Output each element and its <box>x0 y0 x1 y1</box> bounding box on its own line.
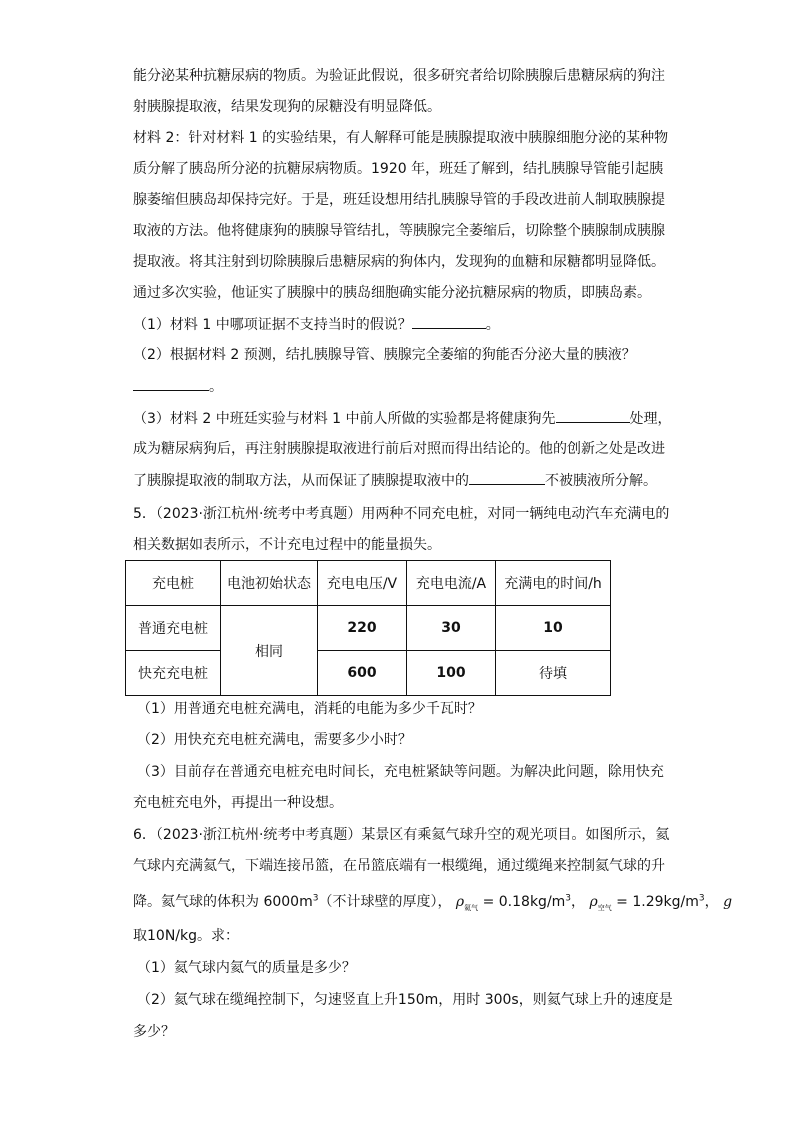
answer-blank[interactable] <box>412 314 486 329</box>
q4-part-2: （2）根据材料 2 预测，结扎胰腺导管、胰腺完全萎缩的狗能否分泌大量的胰液？ <box>133 347 636 363</box>
table-cell: 600 <box>318 651 407 696</box>
q5-part-2: （2）用快充充电桩充满电，需要多少小时？ <box>137 732 412 748</box>
q6-part-1: （1）氦气球内氦气的质量是多少？ <box>137 960 356 976</box>
text-line: 多少？ <box>133 1024 175 1040</box>
table-row <box>126 651 611 696</box>
text-line: 腺萎缩但胰岛却保持完好。于是，班廷设想用结扎胰腺导管的手段改进前人制取胰腺提 <box>133 192 665 208</box>
q5-part-3: （3）目前存在普通充电桩充电时间长，充电桩紧缺等问题。为解决此问题，除用快充 <box>137 764 664 780</box>
table-header-row <box>126 561 611 606</box>
rho-symbol: ρ <box>455 894 465 910</box>
question-6-stem: 降。氦气球的体积为 $6000m^3$（不计球壁的厚度）， $\rho_{氦气} = 0.18kg/m^3$， $\rho_{空气} = 1.29kg/m^3$， g <box>133 893 733 912</box>
table-row <box>126 606 611 651</box>
table-header-cell: 充电电压/V <box>318 561 407 606</box>
table-header-cell: 电池初始状态 <box>221 561 318 606</box>
table-header-cell: 充电电流/A <box>407 561 496 606</box>
table-header-cell: 充满电的时间/h <box>496 561 611 606</box>
q4-part-2-answer: 。 <box>133 376 223 397</box>
question-6-stem: 气球内充满氦气，下端连接吊篮，在吊篮底端有一根缆绳，通过缆绳来控制氦气球的升 <box>133 858 665 874</box>
table-cell: 220 <box>318 606 407 651</box>
q4-part-3: （3）材料 2 中班廷实验与材料 1 中前人所做的实验都是将健康狗先 处理， <box>133 408 672 429</box>
table-cell: 普通充电桩 <box>126 606 221 651</box>
table-cell: 10 <box>496 606 611 651</box>
text-line: 能分泌某种抗糖尿病的物质。为验证此假说，很多研究者给切除胰腺后患糖尿病的狗注 <box>133 68 665 84</box>
q4-part-3-cont: 了胰腺提取液的制取方法，从而保证了胰腺提取液中的 不被胰液所分解。 <box>133 470 657 491</box>
text-line: 成为糖尿病狗后，再注射胰腺提取液进行前后对照而得出结论的。他的创新之处是改进 <box>133 441 665 457</box>
table-cell: 100 <box>407 651 496 696</box>
text-line: 射胰腺提取液，结果发现狗的尿糖没有明显降低。 <box>133 99 441 115</box>
table-cell-merged: 相同 <box>221 606 318 696</box>
text-line: 质分解了胰岛所分泌的抗糖尿病物质。1920 年，班廷了解到，结扎胰腺导管能引起胰 <box>133 161 664 177</box>
text-line: 取10N/kg。求： <box>133 928 239 944</box>
answer-blank[interactable] <box>556 408 630 423</box>
material-2-heading: 材料 2：针对材料 1 的实验结果，有人解释可能是胰腺提取液中胰腺细胞分泌的某种物 <box>133 130 669 146</box>
question-5-stem: 5．（2023·浙江杭州·统考中考真题）用两种不同充电桩，对同一辆纯电动汽车充满电的 <box>133 506 670 522</box>
table-cell: 30 <box>407 606 496 651</box>
text-line: 充电桩充电外，再提出一种设想。 <box>133 795 343 811</box>
q6-part-2: （2）氦气球在缆绳控制下，匀速竖直上升150m，用时 300s，则氦气球上升的速度是 <box>137 992 673 1008</box>
answer-blank[interactable] <box>133 376 209 391</box>
table-cell: 快充充电桩 <box>126 651 221 696</box>
q5-part-1: （1）用普通充电桩充满电，消耗的电能为多少千瓦时？ <box>137 701 482 717</box>
rho-symbol: ρ <box>589 894 598 910</box>
text-line: 通过多次实验，他证实了胰腺中的胰岛细胞确实能分泌抗糖尿病的物质，即胰岛素。 <box>133 285 651 301</box>
text-line: 取液的方法。他将健康狗的胰腺导管结扎，等胰腺完全萎缩后，切除整个胰腺制成胰腺 <box>133 223 665 239</box>
answer-blank[interactable] <box>469 470 545 485</box>
table-cell: 待填 <box>496 651 611 696</box>
question-6-stem: 6．（2023·浙江杭州·统考中考真题）某景区有乘氦气球升空的观光项目。如图所示，氦 <box>133 827 670 843</box>
text-line: 提取液。将其注射到切除胰腺后患糖尿病的狗体内，发现狗的血糖和尿糖都明显降低。 <box>133 254 665 270</box>
charging-data-table <box>125 560 611 696</box>
q4-part-1: （1）材料 1 中哪项证据不支持当时的假说？ 。 <box>133 314 500 335</box>
question-5-stem: 相关数据如表所示，不计充电过程中的能量损失。 <box>133 537 441 553</box>
table-header-cell: 充电桩 <box>126 561 221 606</box>
